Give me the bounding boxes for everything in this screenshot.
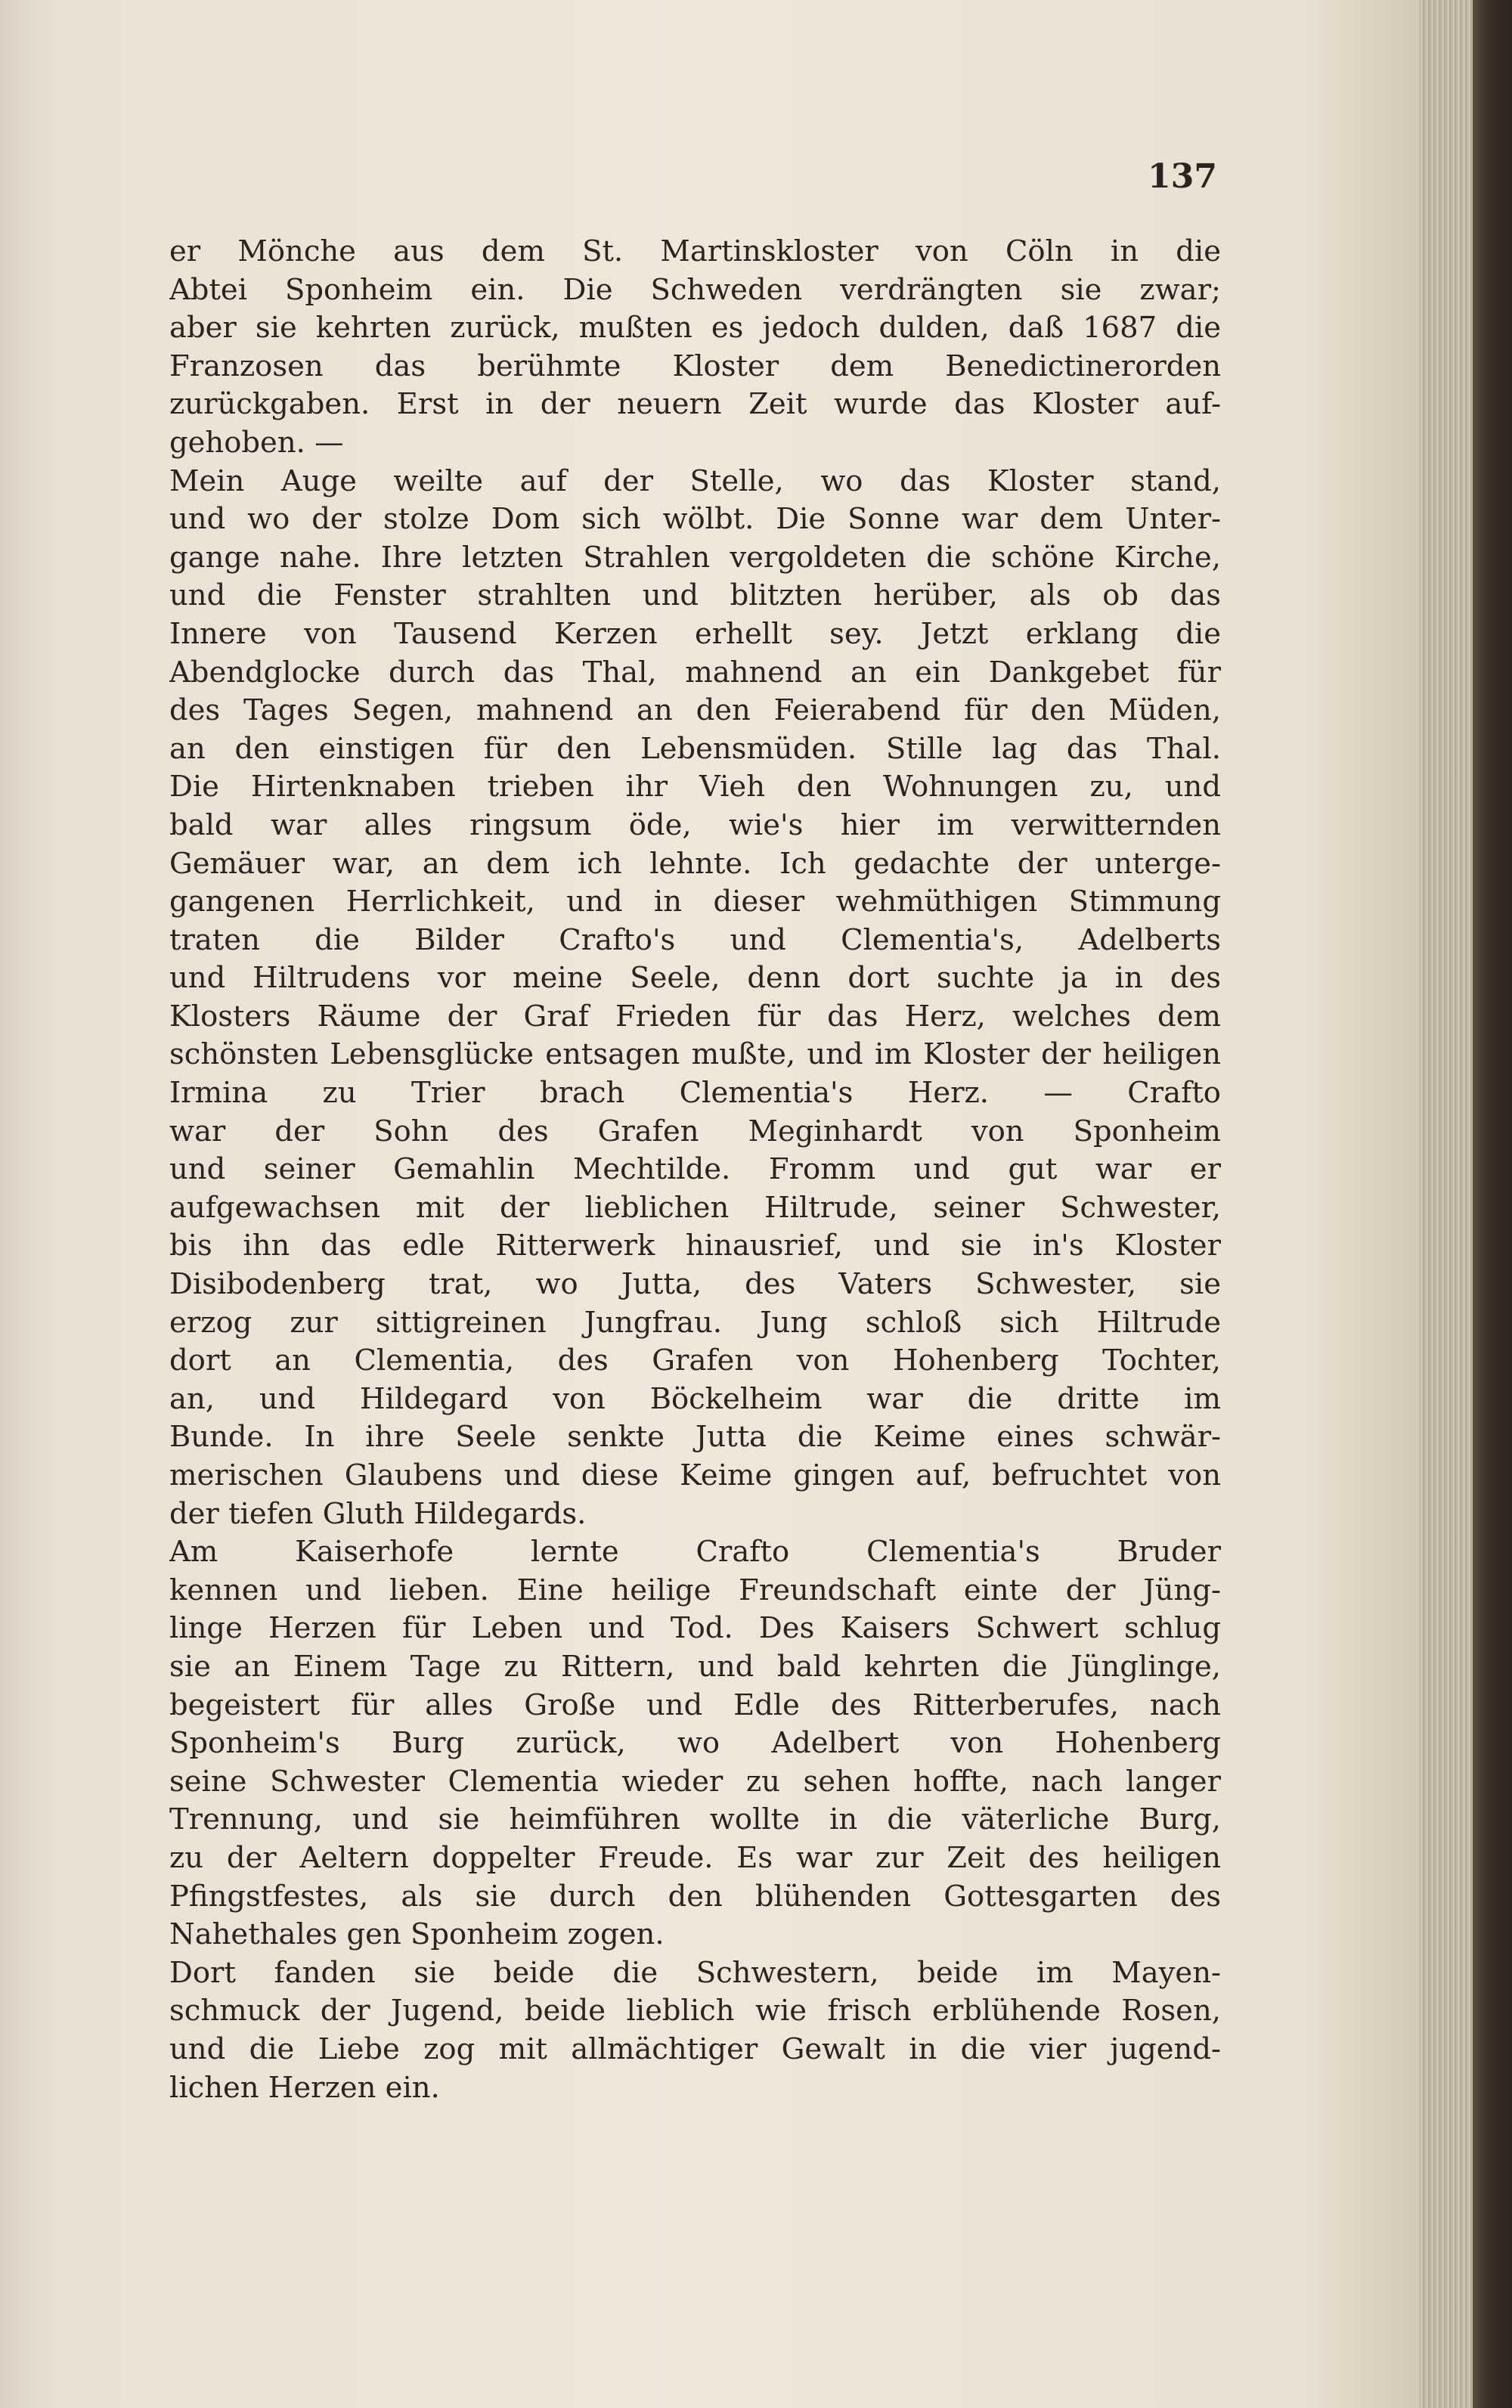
text-line: schmuck der Jugend, beide lieblich wie frisch erblühende Rosen, xyxy=(169,1994,1221,2028)
text-line: und die Liebe zog mit allmächtiger Gewalt in die vier jugend- xyxy=(169,2031,1221,2066)
text-line: gangenen Herrlichkeit, und in dieser wehmüthigen Stimmung xyxy=(169,885,1221,919)
text-line: gehoben. — xyxy=(169,425,344,460)
text-line: kennen und lieben. Eine heilige Freundschaft einte der Jüng- xyxy=(169,1573,1221,1607)
text-line: traten die Bilder Crafto's und Clementia's, Adelberts xyxy=(169,922,1221,957)
text-line: schönsten Lebensglücke entsagen mußte, und im Kloster der heiligen xyxy=(169,1037,1221,1072)
text-line: lichen Herzen ein. xyxy=(169,2070,440,2105)
text-line: aber sie kehrten zurück, mußten es jedoch dulden, daß 1687 die xyxy=(169,311,1221,346)
text-line: Bunde. In ihre Seele senkte Jutta die Keime eines schwär- xyxy=(169,1420,1221,1455)
page-edges xyxy=(1420,0,1473,2408)
text-line: und wo der stolze Dom sich wölbt. Die Sonne war dem Unter- xyxy=(169,502,1221,537)
text-line: aufgewachsen mit der lieblichen Hiltrude, seiner Schwester, xyxy=(169,1190,1221,1225)
text-line: bis ihn das edle Ritterwerk hinausrief, und sie in's Kloster xyxy=(169,1229,1221,1263)
text-line: Sponheim's Burg zurück, wo Adelbert von Hohenberg xyxy=(169,1726,1221,1761)
text-line: Disibodenberg trat, wo Jutta, des Vaters Schwester, sie xyxy=(169,1267,1221,1302)
text-line: Pfingstfestes, als sie durch den blühenden Gottesgarten des xyxy=(169,1879,1221,1914)
text-line: des Tages Segen, mahnend an den Feierabend für den Müden, xyxy=(169,693,1221,728)
text-line: Franzosen das berühmte Kloster dem Benedictinerorden xyxy=(169,349,1221,383)
text-line: linge Herzen für Leben und Tod. Des Kaisers Schwert schlug xyxy=(169,1611,1221,1646)
book-cover-edge xyxy=(1473,0,1512,2408)
text-line: Abendglocke durch das Thal, mahnend an ein Dankgebet für xyxy=(169,655,1221,690)
text-line: seine Schwester Clementia wieder zu sehen hoffte, nach langer xyxy=(169,1764,1221,1799)
text-line: zurückgaben. Erst in der neuern Zeit wurde das Kloster auf- xyxy=(169,387,1221,422)
text-line: bald war alles ringsum öde, wie's hier im verwitternden xyxy=(169,807,1221,842)
text-line: erzog zur sittigreinen Jungfrau. Jung schloß sich Hiltrude xyxy=(169,1305,1221,1340)
text-line: an, und Hildegard von Böckelheim war die dritte im xyxy=(169,1381,1221,1416)
text-line: gange nahe. Ihre letzten Strahlen vergoldeten die schöne Kirche, xyxy=(169,540,1221,575)
body-text xyxy=(169,233,1221,2107)
text-line: und die Fenster strahlten und blitzten herüber, als ob das xyxy=(169,578,1221,613)
text-line: war der Sohn des Grafen Meginhardt von Sponheim xyxy=(169,1114,1221,1148)
text-line: begeistert für alles Große und Edle des Ritterberufes, nach xyxy=(169,1687,1221,1722)
text-line: Am Kaiserhofe lernte Crafto Clementia's Bruder xyxy=(169,1535,1221,1570)
text-line: Die Hirtenknaben trieben ihr Vieh den Wohnungen zu, und xyxy=(169,770,1221,804)
text-line: er Mönche aus dem St. Martinskloster von Cöln in die xyxy=(169,234,1221,268)
text-line: Gemäuer war, an dem ich lehnte. Ich gedachte der unterge- xyxy=(169,846,1221,881)
text-line: an den einstigen für den Lebensmüden. Stille lag das Thal. xyxy=(169,731,1221,766)
text-line: Nahethales gen Sponheim zogen. xyxy=(169,1917,665,1952)
text-line: zu der Aeltern doppelter Freude. Es war zur Zeit des heiligen xyxy=(169,1840,1221,1875)
text-line: dort an Clementia, des Grafen von Hohenberg Tochter, xyxy=(169,1343,1221,1378)
page-number: 137 xyxy=(1148,157,1217,196)
text-line: Abtei Sponheim ein. Die Schweden verdrängten sie zwar; xyxy=(169,272,1221,307)
text-line: Innere von Tausend Kerzen erhellt sey. Jetzt erklang die xyxy=(169,616,1221,651)
text-line: Irmina zu Trier brach Clementia's Herz. — Crafto xyxy=(169,1076,1221,1111)
text-line: und seiner Gemahlin Mechtilde. Fromm und gut war er xyxy=(169,1152,1221,1187)
text-line: sie an Einem Tage zu Rittern, und bald kehrten die Jünglinge, xyxy=(169,1649,1221,1684)
text-line: Klosters Räume der Graf Frieden für das Herz, welches dem xyxy=(169,999,1221,1034)
text-line: merischen Glaubens und diese Keime gingen auf, befruchtet von xyxy=(169,1458,1221,1492)
text-line: Mein Auge weilte auf der Stelle, wo das Kloster stand, xyxy=(169,463,1221,498)
text-line: Dort fanden sie beide die Schwestern, beide im Mayen- xyxy=(169,1955,1221,1990)
text-line: und Hiltrudens vor meine Seele, denn dort suchte ja in des xyxy=(169,961,1221,996)
text-line: der tiefen Gluth Hildegards. xyxy=(169,1496,587,1531)
text-line: Trennung, und sie heimführen wollte in die väterliche Burg, xyxy=(169,1802,1221,1837)
